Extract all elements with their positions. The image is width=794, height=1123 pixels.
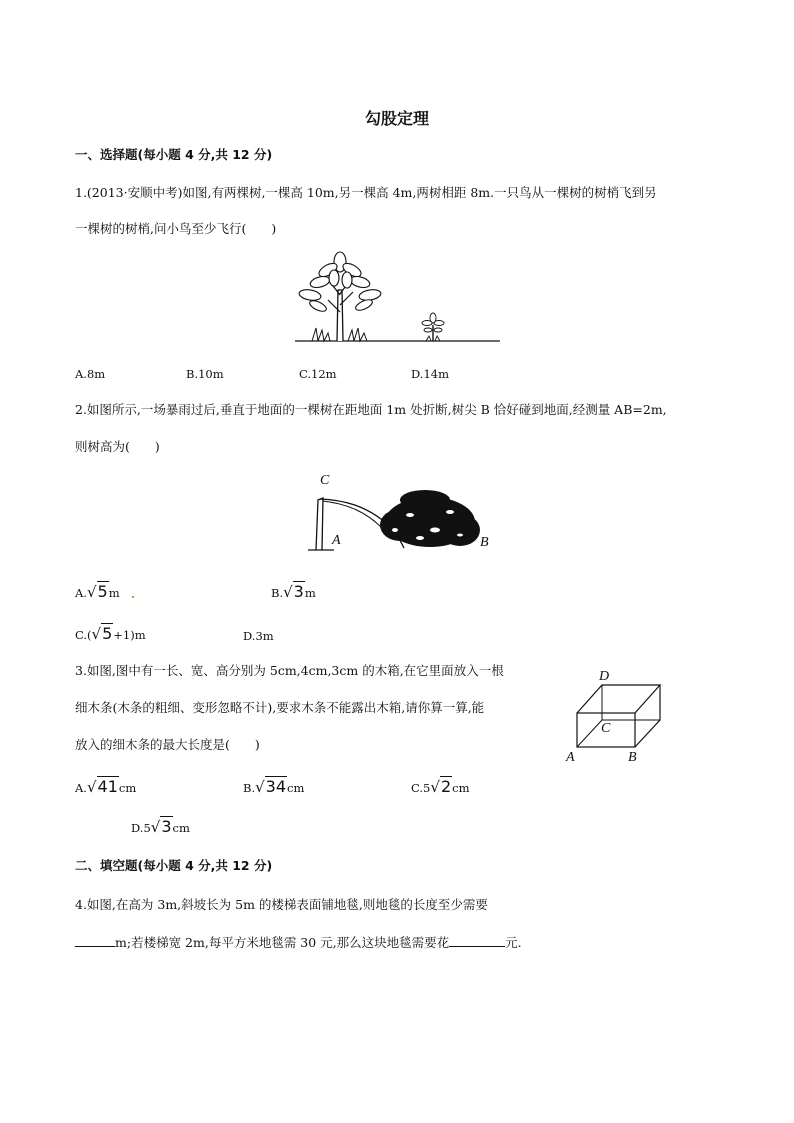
q4-text-line2: m;若楼梯宽 2m,每平方米地毯需 30 元,那么这块地毯需要花 元. [75,934,522,951]
section-heading-choice: 一、选择题(每小题 4 分,共 12 分) [75,147,273,162]
q2-label-b: B [480,535,489,550]
q3-label-b: B [628,750,637,765]
q1-option-a: A.8m [75,367,106,381]
stray-dot: . [131,587,136,601]
q3-text-line1: 3.如图,图中有一长、宽、高分别为 5cm,4cm,3cm 的木箱,在它里面放入一根 [75,663,504,678]
q2-broken-tree-figure [300,470,515,555]
q2-label-c: C [320,473,330,488]
q3-text-line2: 细木条(木条的粗细、变形忽略不计),要求木条不能露出木箱,请你算一算,能 [75,700,485,715]
page-title: 勾股定理 [364,109,429,128]
q3-label-c: C [601,721,611,736]
section-heading-fill: 二、填空题(每小题 4 分,共 12 分) [75,858,273,873]
q3-option-b: B.√34cm [243,777,305,796]
q4-blank-length[interactable] [75,934,115,947]
q1-text-line1: 1.(2013·安顺中考)如图,有两棵树,一棵高 10m,另一棵高 4m,两树相距 8m.一只鸟从一棵树的树梢飞到另 [75,185,657,200]
q2-option-c: C.(√5+1)m [75,624,146,643]
q4-blank-cost[interactable] [449,934,505,947]
q3-option-c: C.5√2cm [411,777,470,796]
q4-text-line1: 4.如图,在高为 3m,斜坡长为 5m 的楼梯表面铺地毯,则地毯的长度至少需要 [75,897,488,912]
q2-label-a: A [332,533,341,548]
q3-label-a: A [566,750,575,765]
q1-option-b: B.10m [186,367,224,381]
q3-option-a: A.√41cm [75,777,137,796]
q2-text-line1: 2.如图所示,一场暴雨过后,垂直于地面的一棵树在距地面 1m 处折断,树尖 B 恰好碰到地面,经测量 AB=2m, [75,402,667,417]
q1-text-line2: 一棵树的树梢,问小鸟至少飞行( ) [75,221,277,236]
q3-label-d: D [599,669,610,684]
q1-trees-figure [290,250,505,345]
q2-option-a: A.√5m [75,582,120,601]
q2-option-d: D.3m [243,629,274,643]
q2-text-line2: 则树高为( ) [75,439,160,454]
q2-option-b: B.√3m [271,582,316,601]
q3-text-line3: 放入的细木条的最大长度是( ) [75,737,260,752]
q3-option-d: D.5√3cm [131,817,190,836]
q3-box-figure [562,665,672,770]
q1-option-c: C.12m [299,367,337,381]
q1-option-d: D.14m [411,367,450,381]
